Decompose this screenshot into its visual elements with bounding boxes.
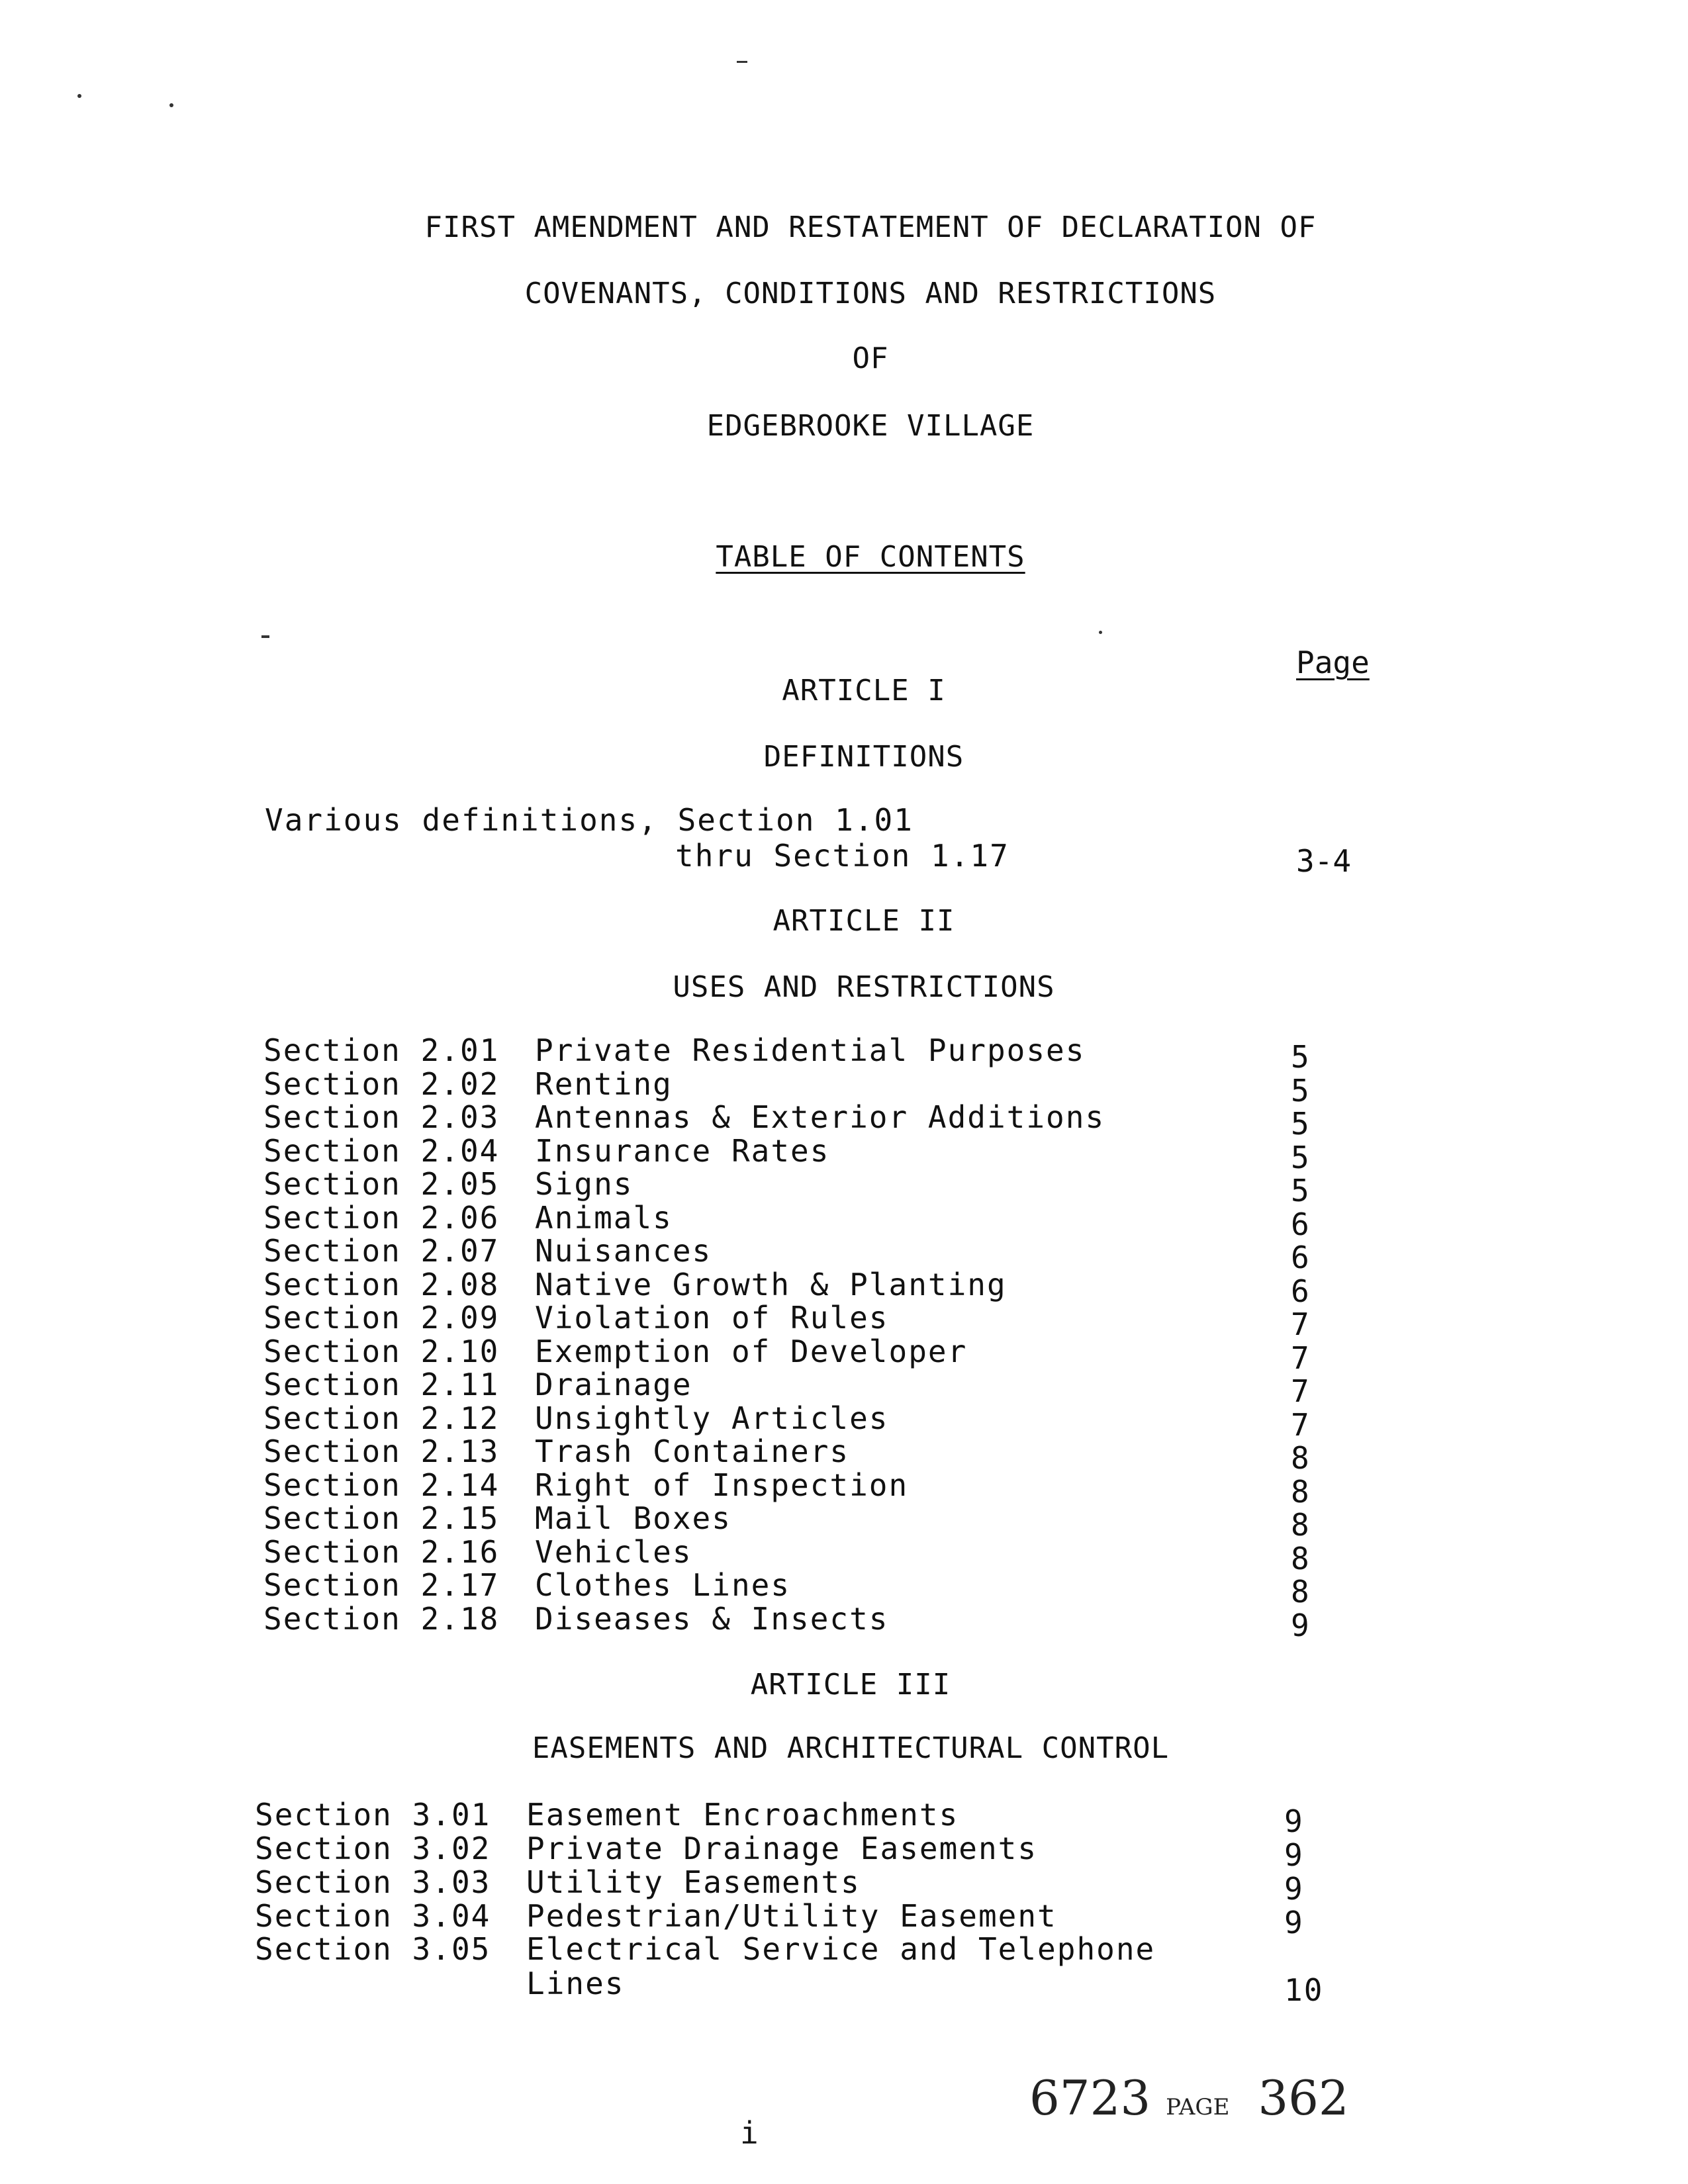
toc-row [0, 1864, 1688, 1907]
footer-page-number: i [740, 2115, 759, 2151]
section-title: Private Residential Purposes [535, 1032, 1086, 1068]
toc-row [0, 1797, 1688, 1839]
page-number: 9 [1291, 1607, 1311, 1643]
section-number: Section 3.02 [255, 1831, 491, 1866]
section-number: Section 3.05 [255, 1931, 491, 1967]
article-2-title: ARTICLE II [773, 904, 955, 938]
toc-row [0, 1931, 1688, 1966]
section-number: Section 2.07 [263, 1233, 500, 1269]
section-title-continued: Lines [526, 1966, 625, 2001]
article-3-subtitle: EASEMENTS AND ARCHITECTURAL CONTROL [532, 1731, 1170, 1765]
section-title: Mail Boxes [535, 1500, 731, 1536]
section-number: Section 3.03 [255, 1864, 491, 1900]
section-number: Section 2.13 [263, 1433, 500, 1469]
toc-row [0, 1300, 1688, 1342]
section-number: Section 2.06 [263, 1199, 500, 1236]
page-number: 6 [1291, 1240, 1311, 1275]
page-number: 6 [1291, 1273, 1311, 1309]
page-number: 8 [1291, 1473, 1311, 1510]
toc-heading-wrap [26, 540, 1688, 574]
section-title: Exemption of Developer [535, 1333, 968, 1369]
section-number: Section 2.04 [263, 1132, 500, 1169]
book-page-label: PAGE [1166, 2094, 1230, 2120]
section-title: Antennas & Exterior Additions [535, 1099, 1105, 1135]
page-number: 9 [1284, 1871, 1304, 1907]
document-title-line-3: OF [852, 341, 889, 375]
page-number: 8 [1291, 1574, 1311, 1610]
toc-row [0, 1831, 1688, 1873]
toc-row [0, 1367, 1688, 1409]
page-number: 5 [1291, 1106, 1311, 1142]
section-number: Section 3.01 [255, 1797, 491, 1833]
definitions-entry-line-2: thru Section 1.17 [675, 838, 1009, 874]
page-number: 5 [1291, 1039, 1311, 1075]
toc-row [0, 1600, 1688, 1643]
page-number: 7 [1291, 1406, 1311, 1443]
section-title: Vehicles [535, 1533, 692, 1570]
scan-speck [169, 103, 173, 107]
section-number: Section 2.08 [263, 1266, 500, 1302]
toc-row-continuation [0, 1966, 1688, 2008]
toc-row [0, 1533, 1688, 1576]
page-number: 7 [1291, 1340, 1311, 1376]
section-number: Section 2.14 [263, 1467, 500, 1503]
section-number: Section 2.12 [263, 1400, 500, 1436]
page-number: 10 [1284, 1972, 1324, 2008]
page-number: 5 [1291, 1139, 1311, 1175]
scan-speck [737, 61, 747, 63]
toc-row [0, 1400, 1688, 1443]
section-number: Section 2.02 [263, 1066, 500, 1102]
section-title: Signs [535, 1166, 633, 1202]
page-number: 8 [1291, 1540, 1311, 1576]
section-number: Section 2.01 [263, 1032, 500, 1068]
toc-row [0, 1266, 1688, 1309]
document-title-line-1: FIRST AMENDMENT AND RESTATEMENT OF DECLARATION OF [424, 210, 1317, 244]
toc-row [0, 1433, 1688, 1476]
section-title: Trash Containers [535, 1433, 850, 1469]
section-number: Section 2.11 [263, 1367, 500, 1402]
page-number: 6 [1291, 1206, 1311, 1242]
page-number: 9 [1284, 1905, 1304, 1940]
section-title: Renting [535, 1066, 673, 1102]
section-title: Drainage [535, 1367, 692, 1402]
page-number: 9 [1284, 1837, 1304, 1873]
toc-row [0, 1066, 1688, 1109]
page-number: 8 [1291, 1507, 1311, 1543]
toc-row [0, 1898, 1688, 1940]
section-title: Pedestrian/Utility Easement [526, 1898, 1057, 1934]
section-title: Native Growth & Planting [535, 1266, 1007, 1302]
definitions-entry-page: 3-4 [1296, 843, 1352, 879]
article-1-subtitle: DEFINITIONS [763, 740, 964, 774]
definitions-entry-line-1: Various definitions, Section 1.01 [265, 802, 914, 838]
toc-row [0, 1199, 1688, 1242]
page-column-label: Page [1296, 645, 1370, 680]
page-number: 9 [1284, 1803, 1304, 1839]
toc-row [0, 1500, 1688, 1543]
section-title: Insurance Rates [535, 1132, 830, 1169]
toc-row [0, 1099, 1688, 1142]
document-title-line-4: EDGEBROOKE VILLAGE [706, 409, 1035, 443]
section-title: Clothes Lines [535, 1567, 791, 1603]
page-number: 5 [1291, 1173, 1311, 1208]
section-number: Section 2.05 [263, 1166, 500, 1202]
page-number: 8 [1291, 1440, 1311, 1476]
toc-row [0, 1132, 1688, 1175]
article-1-title: ARTICLE I [782, 674, 946, 707]
section-title: Private Drainage Easements [526, 1831, 1038, 1866]
page-number: 5 [1291, 1072, 1311, 1109]
section-number: Section 2.10 [263, 1333, 500, 1369]
section-title: Diseases & Insects [535, 1600, 889, 1637]
page-number: 7 [1291, 1306, 1311, 1342]
section-title: Violation of Rules [535, 1300, 889, 1336]
scan-speck [1099, 631, 1102, 634]
toc-row [0, 1333, 1688, 1376]
document-title-line-2: COVENANTS, CONDITIONS AND RESTRICTIONS [524, 277, 1217, 310]
article-2-subtitle: USES AND RESTRICTIONS [673, 970, 1055, 1004]
section-title: Utility Easements [526, 1864, 861, 1900]
page-number: 7 [1291, 1373, 1311, 1409]
toc-heading: TABLE OF CONTENTS [716, 540, 1025, 574]
toc-row [0, 1032, 1688, 1075]
section-title: Right of Inspection [535, 1467, 909, 1503]
section-number: Section 2.15 [263, 1500, 500, 1536]
recording-stamp [1029, 2070, 1349, 2126]
section-title: Unsightly Articles [535, 1400, 889, 1436]
toc-row [0, 1467, 1688, 1510]
section-number: Section 2.16 [263, 1533, 500, 1570]
scan-speck [77, 94, 81, 98]
section-number: Section 3.04 [255, 1898, 491, 1934]
toc-row [0, 1567, 1688, 1610]
toc-row [0, 1166, 1688, 1208]
book-page-number: 362 [1258, 2070, 1349, 2126]
article-3-title: ARTICLE III [750, 1668, 951, 1702]
section-number: Section 2.03 [263, 1099, 500, 1135]
scan-speck [261, 635, 269, 638]
section-title: Electrical Service and Telephone [526, 1931, 1156, 1967]
section-title: Easement Encroachments [526, 1797, 959, 1833]
section-number: Section 2.18 [263, 1600, 500, 1637]
toc-row [0, 1233, 1688, 1275]
section-number: Section 2.17 [263, 1567, 500, 1603]
book-number: 6723 [1029, 2070, 1151, 2126]
section-title: Nuisances [535, 1233, 712, 1269]
section-title: Animals [535, 1199, 673, 1236]
section-number: Section 2.09 [263, 1300, 500, 1336]
